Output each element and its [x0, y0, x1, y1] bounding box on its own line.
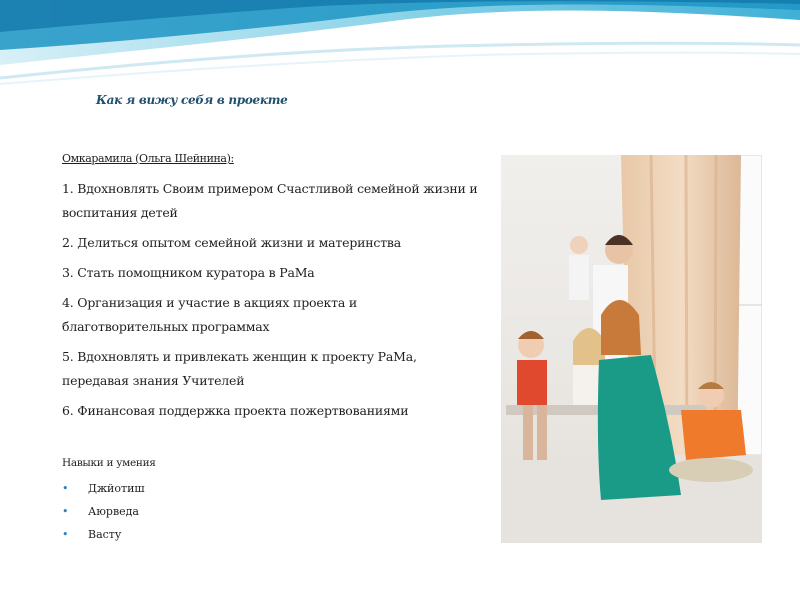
skill-item: [62, 500, 482, 523]
goal-item: 2. Делиться опытом семейной жизни и материнства: [62, 235, 402, 250]
goal-item: 1. Вдохновлять Своим примером Счастливой семейной жизни и воспитания детей: [62, 181, 478, 220]
slide-title: Как я вижу себя в проекте: [96, 93, 288, 107]
skill-label: Джйотиш: [88, 482, 145, 495]
bullet-icon: •: [62, 528, 69, 541]
skill-item: [62, 477, 482, 500]
goal-item: 6. Финансовая поддержка проекта пожертвованиями: [62, 403, 409, 418]
goal-item: 3. Стать помощником куратора в РаМа: [62, 265, 315, 280]
goal-item: 5. Вдохновлять и привлекать женщин к проекту РаМа, передавая знания Учителей: [62, 349, 417, 388]
family-photo: [501, 155, 762, 543]
skills-title: Навыки и умения: [62, 457, 156, 469]
bullet-icon: •: [62, 505, 69, 518]
skill-label: Васту: [88, 528, 122, 541]
goal-item: 4. Организация и участие в акциях проекта и благотворительных программах: [62, 295, 358, 334]
bullet-icon: •: [62, 482, 69, 495]
content-block: [62, 152, 482, 546]
skill-item: [62, 523, 482, 546]
skill-label: Аюрведа: [88, 505, 139, 518]
author-name: Омкарамила (Ольга Шейнина):: [62, 152, 234, 165]
header-wave: [0, 0, 800, 95]
skills-list: [62, 477, 482, 546]
